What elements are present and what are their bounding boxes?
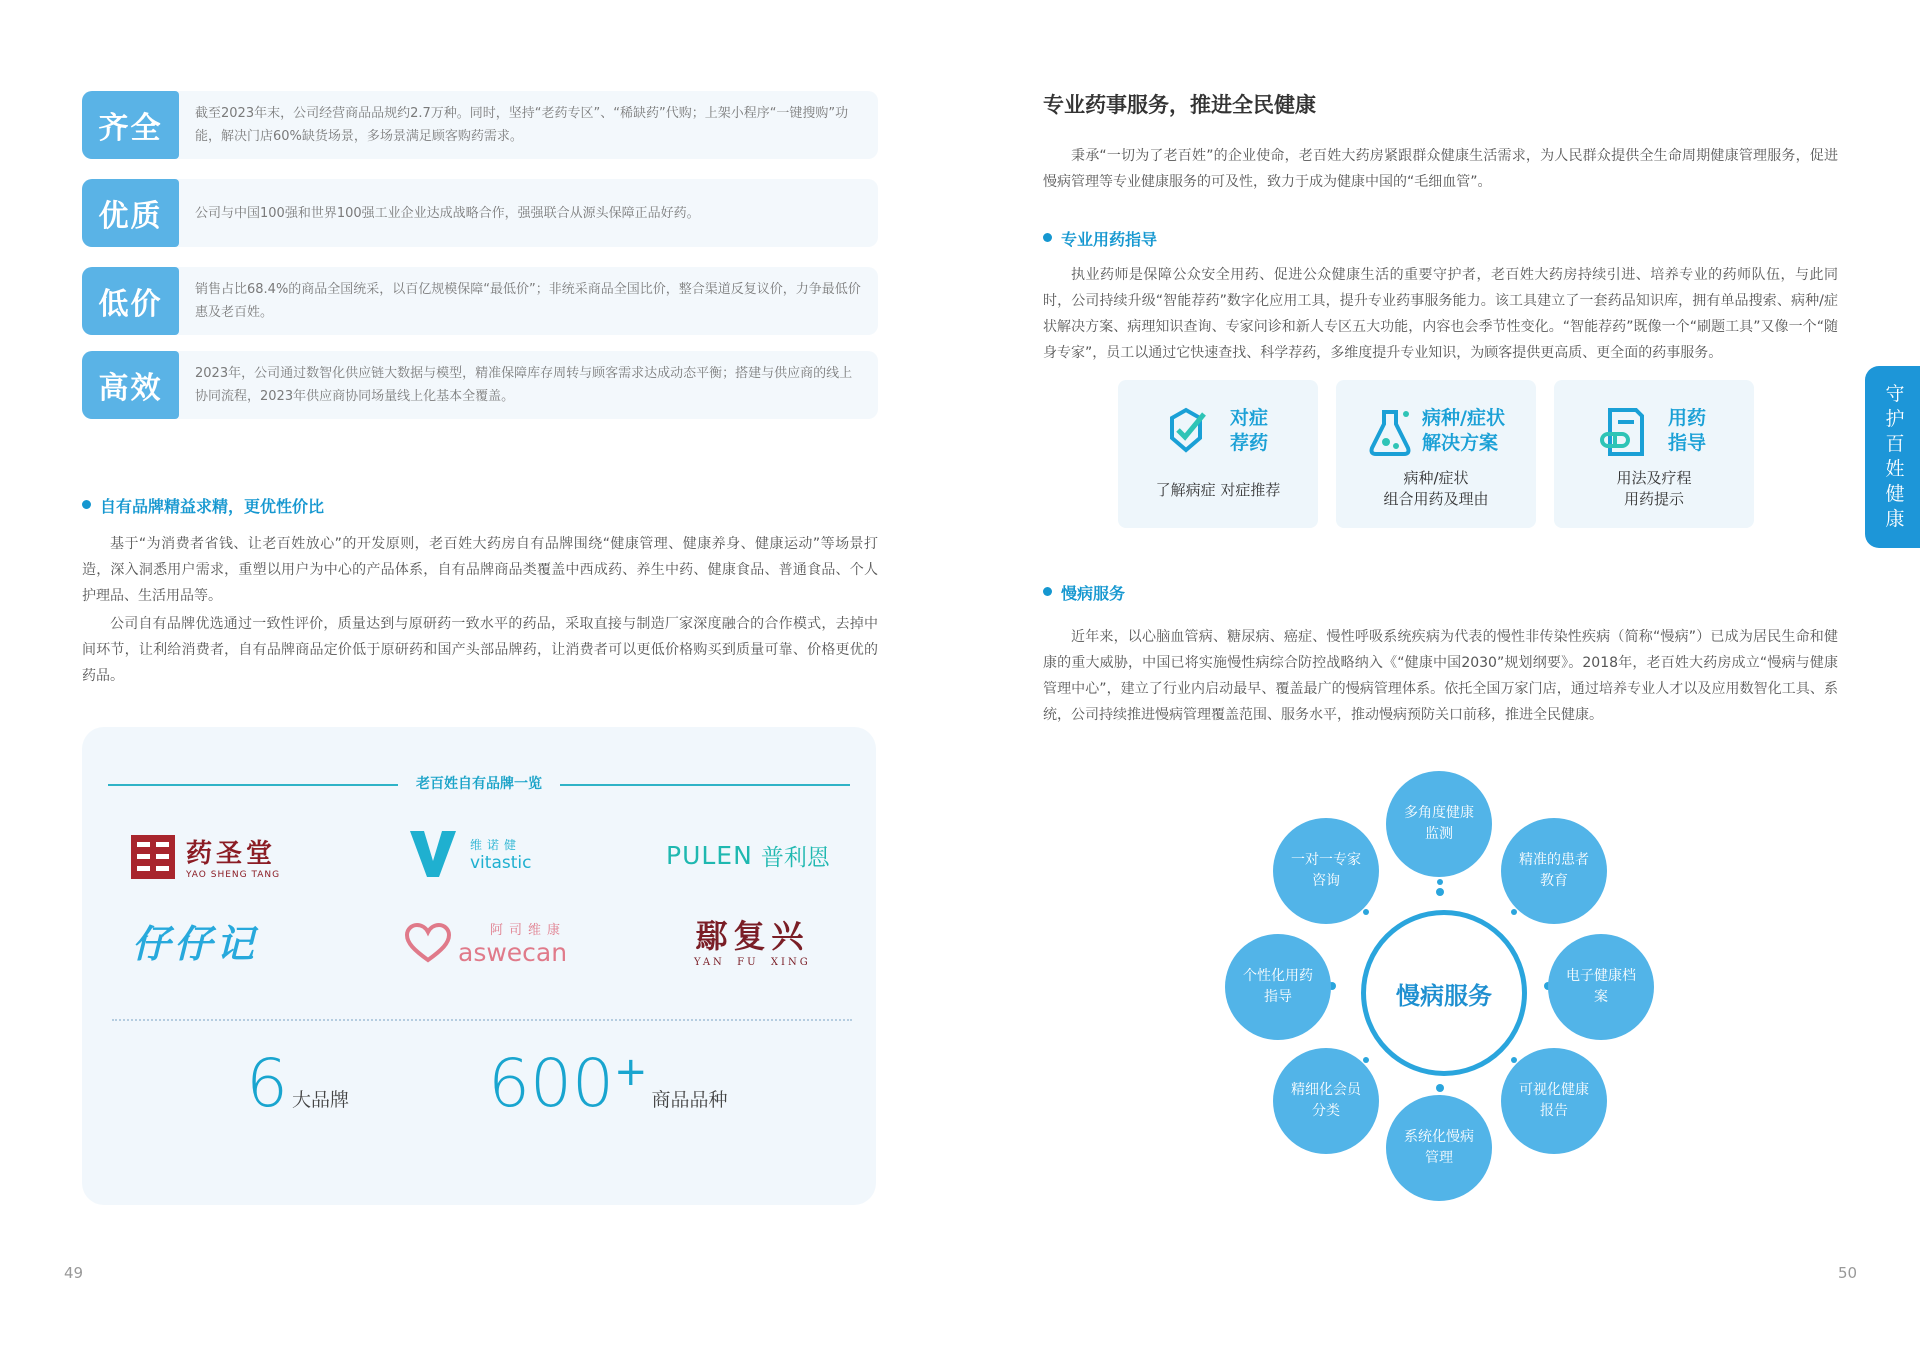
stat-products	[488, 1045, 728, 1122]
card-caption	[1554, 468, 1754, 510]
check-shield-icon	[1158, 404, 1214, 460]
chronic-heading: 慢病服务	[1043, 581, 1125, 604]
panel-divider	[112, 1019, 852, 1021]
card-heading	[1668, 406, 1706, 456]
feature-text: 销售占比68.4%的商品全国统采，以百亿规模保障“最低价”；非统采商品全国比价，整合渠道反复议价，力争最低价惠及老百姓。	[195, 282, 861, 320]
node-label: 系统化慢病管理	[1404, 1129, 1474, 1166]
page-number-right: 50	[1838, 1264, 1858, 1282]
page-title: 专业药事服务，推进全民健康	[1043, 93, 1316, 117]
node-monitoring	[1386, 771, 1492, 877]
card-symptom-recommend	[1118, 380, 1318, 528]
node-label: 多角度健康监测	[1404, 805, 1474, 842]
feature-badge: 齐全	[82, 91, 179, 159]
brand-logo-aswecan	[404, 919, 567, 967]
brand-cn-name: 仔仔记	[132, 922, 259, 966]
feature-text: 公司与中国100强和世界100强工业企业达成战略合作，强强联合从源头保障正品好药。	[195, 205, 700, 221]
card-heading-line2: 荐药	[1230, 432, 1269, 454]
feature-row-complete	[82, 91, 878, 159]
brand-cn-name: 鄢复兴	[695, 917, 810, 955]
stat-unit: 大品牌	[292, 1089, 350, 1111]
prescription-icon	[1596, 404, 1652, 460]
page-number-left: 49	[64, 1264, 84, 1282]
card-heading	[1422, 406, 1505, 456]
card-caption-line1: 了解病症 对症推荐	[1155, 481, 1281, 499]
feature-text: 2023年，公司通过数智化供应链大数据与模型，精准保障库存周转与顾客需求达成动态平衡；搭建与供应商的线上协同流程，2023年供应商协同场量线上化基本全覆盖。	[195, 366, 853, 404]
card-heading-line1: 对症	[1230, 407, 1269, 429]
brand-logo-yanfuxing	[694, 911, 811, 968]
brand-en-name: vitastic	[470, 852, 532, 873]
brand-section-heading: 自有品牌精益求精，更优性价比	[82, 494, 324, 517]
flask-icon	[1362, 404, 1418, 460]
heart-icon	[404, 923, 452, 963]
card-caption-line2: 用药提示	[1623, 490, 1684, 508]
vitastic-v-icon	[406, 827, 460, 881]
side-tab-label: 守护百姓健康	[1885, 383, 1905, 530]
node-label: 精准的患者教育	[1519, 852, 1589, 889]
yaoshengtang-seal-icon	[130, 834, 176, 880]
feature-row-quality	[82, 179, 878, 247]
brand-paragraph-1: 基于“为消费者省钱、让老百姓放心”的开发原则，老百姓大药房自有品牌围绕“健康管理、健康养身、健康运动”等场景打造，深入洞悉用户需求，重塑以用户为中心的产品体系，自有品牌商品类覆盖中西成药、养生中药、健康食品、普通食品、个人护理品、生活用品等。	[82, 536, 878, 604]
feature-row-efficient	[82, 351, 878, 419]
brand-logo-vitastic	[406, 827, 531, 881]
brand-logo-zaizaiji	[132, 913, 258, 968]
brand-paragraph-2: 公司自有品牌优选通过一致性评价，质量达到与原研药一致水平的药品，采取直接与制造厂家深度融合的合作模式，去掉中间环节，让利给消费者，自有品牌商品定价低于原研药和国产头部品牌药，让消费者可以更低价格购买到质量可靠、价格更优的药品。	[82, 616, 878, 684]
brand-logo-yaoshengtang	[130, 833, 280, 880]
node-personal-guidance	[1225, 934, 1331, 1040]
brand-panel	[82, 727, 876, 1205]
brand-en-name: aswecan	[458, 938, 568, 967]
brand-en-name: YAN FU XING	[694, 957, 811, 968]
brand-en-name: PULEN	[666, 841, 753, 870]
stat-brands	[246, 1045, 349, 1122]
card-caption-line1: 病种/症状	[1403, 469, 1469, 487]
card-heading	[1230, 406, 1268, 456]
node-education	[1501, 818, 1607, 924]
node-label: 一对一专家咨询	[1291, 852, 1361, 889]
node-member-class	[1273, 1048, 1379, 1154]
feature-text: 截至2023年末，公司经营商品品规约2.7万种。同时，坚持“老药专区”、“稀缺药”代购；上架小程序“一键搜购”功能，解决门店60%缺货场景，多场景满足顾客购药需求。	[195, 106, 849, 144]
card-caption-line1: 用法及疗程	[1616, 469, 1692, 487]
card-heading-line2: 指导	[1668, 432, 1707, 454]
stat-number: 6	[246, 1045, 288, 1122]
card-heading-line2: 解决方案	[1422, 432, 1499, 454]
node-label: 电子健康档案	[1566, 968, 1636, 1005]
feature-badge: 高效	[82, 351, 179, 419]
brand-en-name: YAO SHENG TANG	[186, 870, 281, 880]
node-label: 可视化健康报告	[1519, 1082, 1589, 1119]
stat-suffix: +	[613, 1049, 648, 1095]
node-health-record	[1548, 934, 1654, 1040]
node-expert-consult	[1273, 818, 1379, 924]
card-caption	[1118, 480, 1318, 501]
node-label: 精细化会员分类	[1291, 1082, 1361, 1119]
card-heading-line1: 用药	[1668, 407, 1707, 429]
brand-cn-name: 维诺健	[470, 837, 522, 852]
intro-paragraph: 秉承“一切为了老百姓”的企业使命，老百姓大药房紧跟群众健康生活需求，为人民群众提供全生命周期健康管理服务，促进慢病管理等专业健康服务的可及性，致力于成为健康中国的“毛细血管”。	[1043, 148, 1838, 190]
brand-panel-title: 老百姓自有品牌一览	[416, 776, 542, 792]
side-tab	[1865, 366, 1920, 548]
node-label: 个性化用药指导	[1243, 968, 1313, 1005]
diagram-center	[1361, 910, 1527, 1076]
card-caption-line2: 组合用药及理由	[1383, 490, 1489, 508]
card-caption	[1336, 468, 1536, 510]
chronic-paragraph: 近年来，以心脑血管病、糖尿病、癌症、慢性呼吸系统疾病为代表的慢性非传染性疾病（简称“慢病”）已成为居民生命和健康的重大威胁，中国已将实施慢性病综合防控战略纳入《“健康中国2030”规划纲要》。2018年，老百姓大药房成立“慢病与健康管理中心”，建立了行业内启动最早、覆盖最广的慢病管理体系。依托全国万家门店，通过培养专业人才以及应用数智化工具、系统，公司持续推进慢病管理覆盖范围、服务水平，推动慢病预防关口前移，推进全民健康。	[1043, 629, 1838, 723]
feature-badge: 低价	[82, 267, 179, 335]
brand-cn-name: 普利恩	[760, 845, 830, 871]
feature-badge: 优质	[82, 179, 179, 247]
card-disease-solution	[1336, 380, 1536, 528]
stat-number: 600	[488, 1045, 614, 1122]
guidance-paragraph: 执业药师是保障公众安全用药、促进公众健康生活的重要守护者，老百姓大药房持续引进、培养专业的药师队伍，与此同时，公司持续升级“智能荐药”数字化应用工具，提升专业药事服务能力。该工具建立了一套药品知识库，拥有单品搜索、病种/症状解决方案、病理知识查询、专家问诊和新人专区五大功能，内容也会季节性变化。“智能荐药”既像一个“刷题工具”又像一个“随身专家”，员工以通过它快速查找、科学荐药，多维度提升专业知识，为顾客提供更高质、更全面的药事服务。	[1043, 267, 1838, 361]
node-management	[1386, 1095, 1492, 1201]
guidance-heading: 专业用药指导	[1043, 227, 1157, 250]
card-medication-guidance	[1554, 380, 1754, 528]
brand-logo-pulen	[666, 839, 830, 872]
brand-cn-name: 阿司维康	[490, 923, 567, 938]
stat-unit: 商品品种	[651, 1089, 728, 1111]
brand-cn-name: 药圣堂	[186, 839, 277, 869]
feature-row-low-price	[82, 267, 878, 335]
node-health-report	[1501, 1048, 1607, 1154]
card-heading-line1: 病种/症状	[1422, 407, 1505, 429]
diagram-center-label: 慢病服务	[1396, 981, 1492, 1010]
